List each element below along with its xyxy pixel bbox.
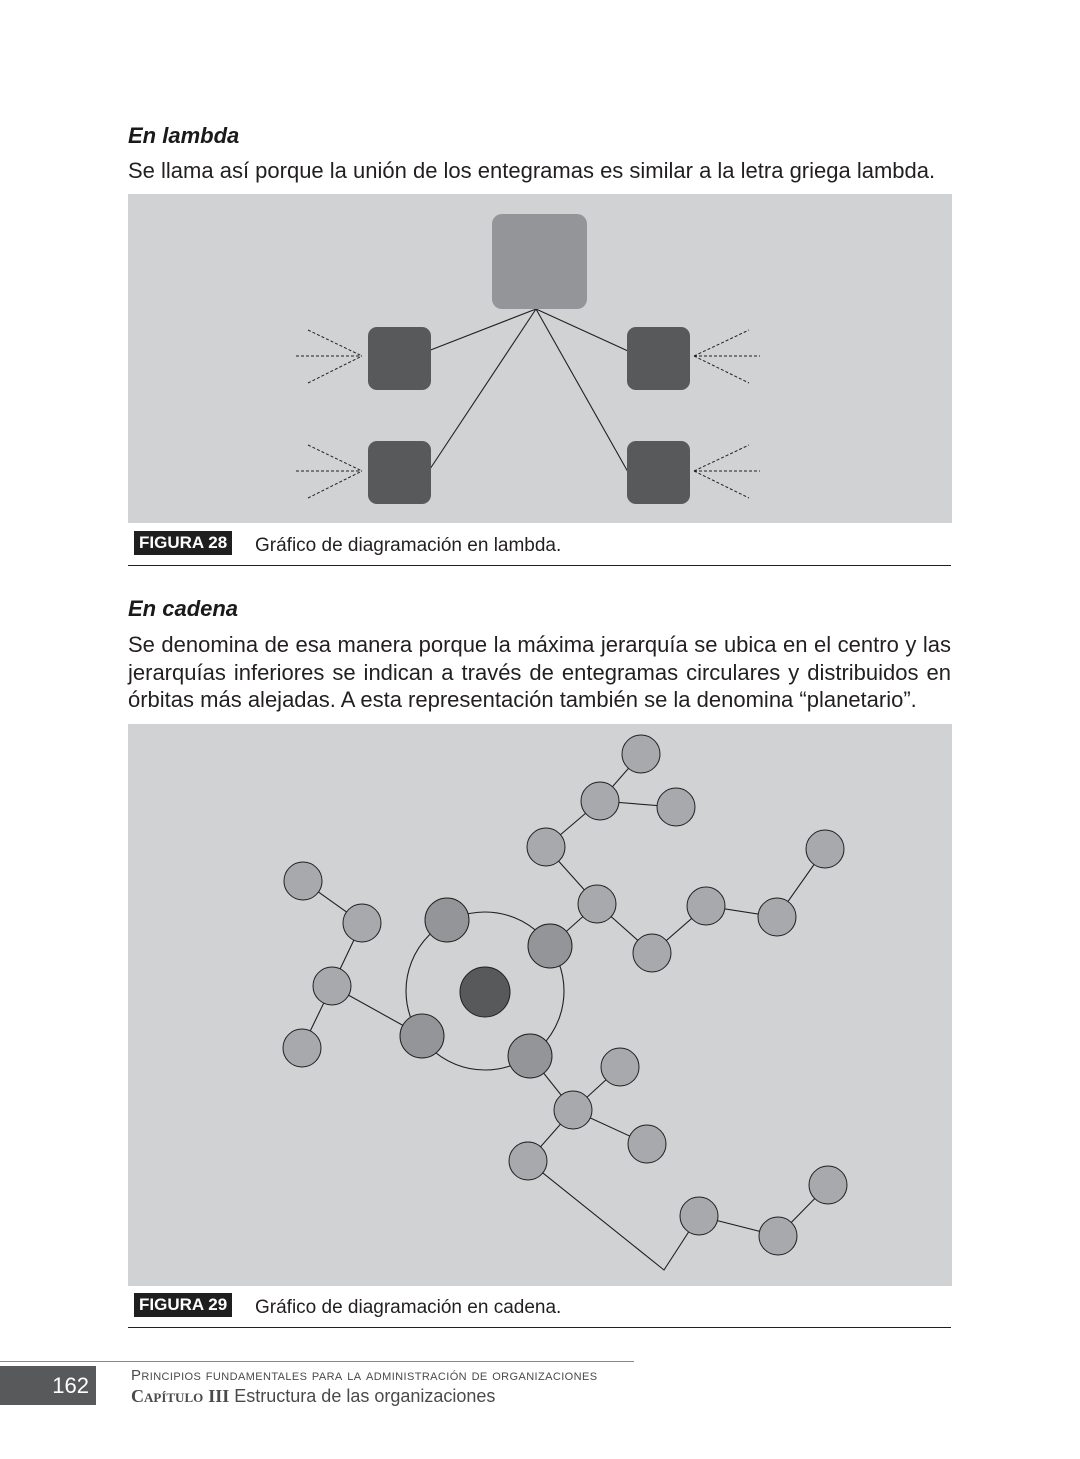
outer-node [687,887,725,925]
outer-node [622,735,660,773]
paragraph-cadena: Se denomina de esa manera porque la máxima jerarquía se ubica en el centro y las jerarquías inferiores se indican a través de entegramas circulares y distribuidos en órbitas más alejadas. A esta representación también se la denomina “planetario”. [128,632,951,712]
outer-node [680,1197,718,1235]
paragraph-lambda: Se llama así porque la unión de los entegramas es similar a la letra griega lambda. [128,158,936,183]
outer-node [509,1142,547,1180]
outer-node [313,967,351,1005]
dashed-arrow [694,471,749,498]
running-header-book-title: Principios fundamentales para la administración de organizaciones [131,1367,598,1384]
unit-box-lower-right [627,441,690,504]
outer-node [809,1166,847,1204]
connector-line [536,309,628,472]
outer-node [628,1125,666,1163]
central-node [460,967,510,1017]
outer-node [581,782,619,820]
figure-29-caption [128,1293,951,1328]
section-heading-lambda: En lambda [128,123,240,148]
lambda-dashed-arrows [296,330,760,498]
figure-29-caption-text: Gráfico de diagramación en cadena. [255,1297,562,1318]
outer-node [527,828,565,866]
cadena-nodes [283,735,847,1255]
page-number: 162 [0,1366,96,1405]
unit-box-upper-right [627,327,690,390]
head-unit-box [492,214,587,309]
dashed-arrow [694,330,749,356]
figure-29-label: FIGURA 29 [134,1293,232,1317]
dashed-arrow [308,471,362,498]
connector-line [428,309,536,472]
outer-node [657,788,695,826]
cadena-diagram [128,724,952,1286]
outer-node [806,830,844,868]
orbit-node [528,924,572,968]
chapter-title: Estructura de las organizaciones [234,1386,496,1406]
figure-28-caption [128,531,951,566]
figure-28-caption-text: Gráfico de diagramación en lambda. [255,535,562,556]
orbit-node [425,898,469,942]
outer-node [759,1217,797,1255]
lambda-diagram-svg [128,194,952,523]
running-header-chapter [131,1386,495,1407]
outer-node [601,1048,639,1086]
chapter-label: Capítulo [131,1386,204,1406]
cadena-links [302,754,828,1270]
dashed-arrow [694,356,749,383]
footer-divider [0,1361,634,1362]
lambda-diagram [128,194,952,523]
chapter-number: III [208,1386,230,1406]
outer-node [284,862,322,900]
figure-28-label: FIGURA 28 [134,531,232,555]
outer-node [758,898,796,936]
orbit-node [508,1034,552,1078]
connector-line [428,309,536,351]
outer-node [633,934,671,972]
dashed-arrow [308,356,362,383]
unit-box-upper-left [368,327,431,390]
section-heading-cadena: En cadena [128,596,239,621]
orbit-node [400,1014,444,1058]
dashed-arrow [308,330,362,356]
cadena-diagram-svg [128,724,952,1286]
connector-line [536,309,628,351]
outer-node [578,885,616,923]
unit-box-lower-left [368,441,431,504]
outer-node [554,1091,592,1129]
dashed-arrow [694,445,749,471]
outer-node [343,904,381,942]
dashed-arrow [308,445,362,471]
lambda-connectors [428,309,628,472]
outer-node [283,1029,321,1067]
